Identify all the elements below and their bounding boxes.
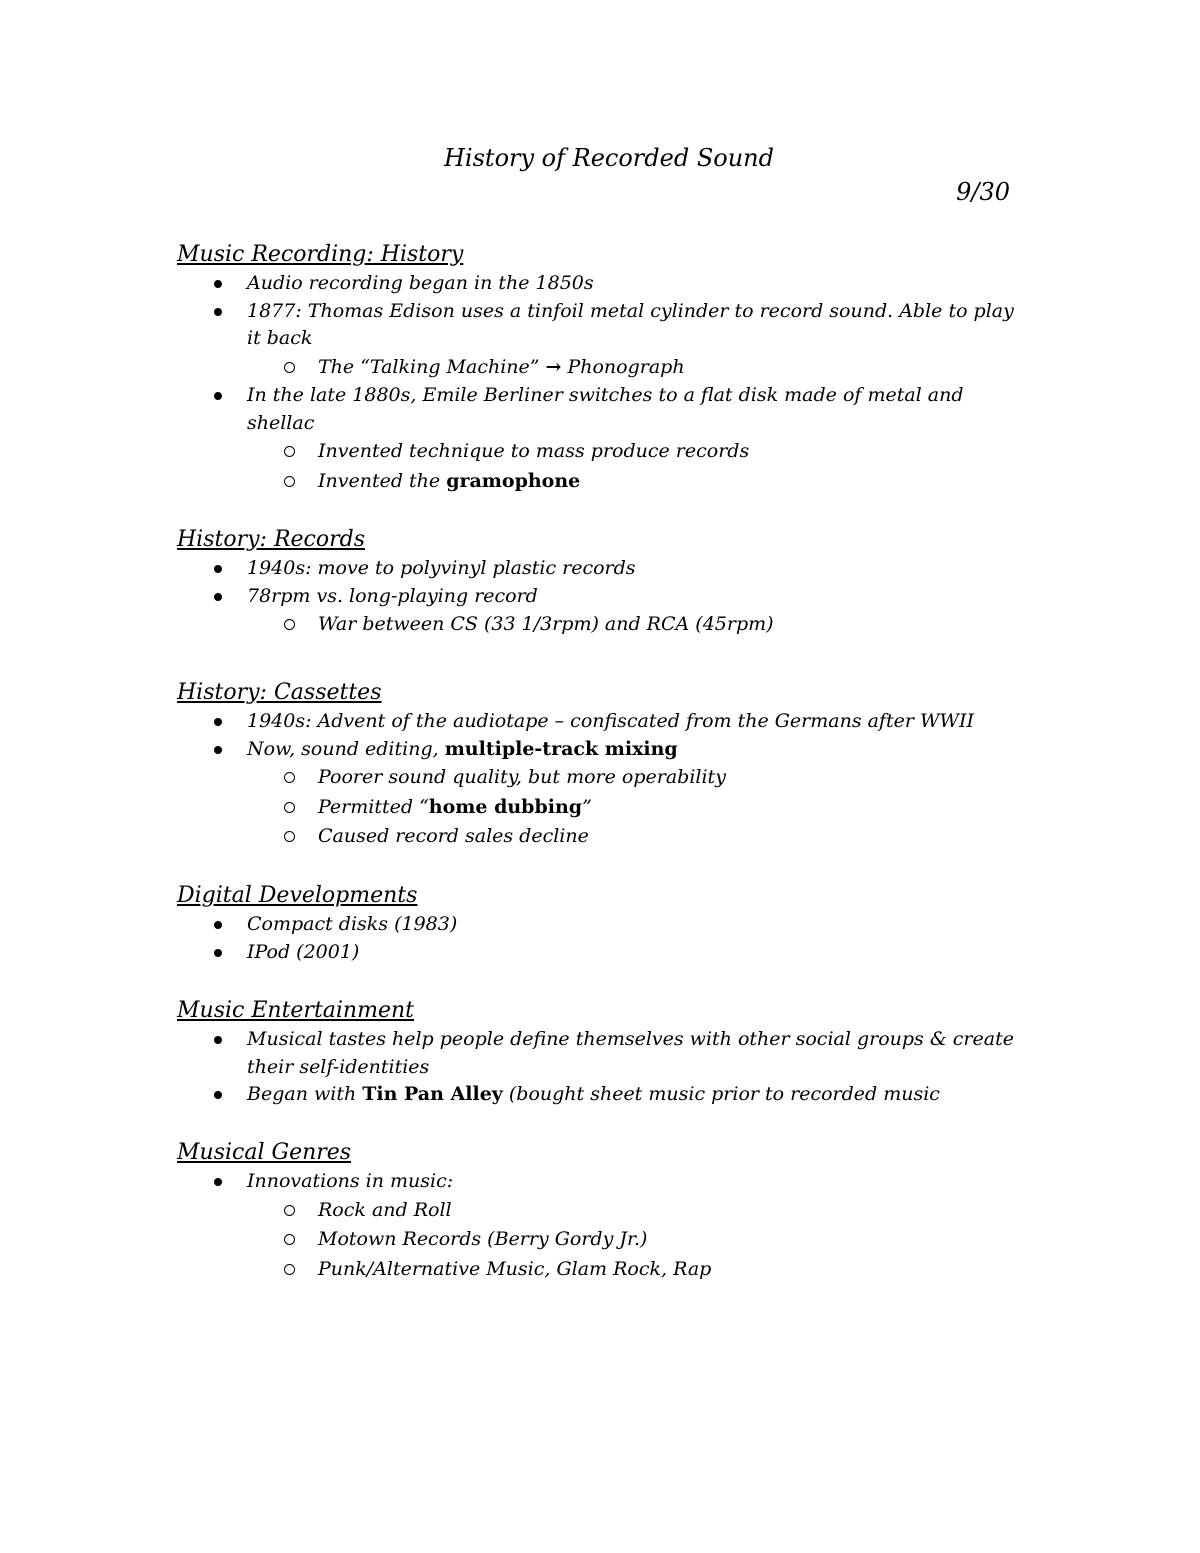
bullet-icon: [214, 1036, 222, 1044]
circle-bullet-icon: [284, 802, 295, 813]
sub-list-item: Poorer sound quality, but more operability: [247, 763, 1027, 793]
section-heading: Music Entertainment: [177, 998, 414, 1023]
section-heading: Musical Genres: [177, 1140, 352, 1165]
section-musical-genres: [177, 1138, 1027, 1284]
circle-bullet-icon: [284, 1234, 295, 1245]
bullet-icon: [214, 593, 222, 601]
list-item: 1940s: move to polyvinyl plastic records: [177, 555, 1027, 583]
bullet-list: [177, 1026, 1027, 1109]
bullet-icon: [214, 949, 222, 957]
list-item: Audio recording began in the 1850s: [177, 270, 1027, 298]
section-music-entertainment: [177, 996, 1027, 1109]
bullet-icon: [214, 921, 222, 929]
bullet-list: [177, 1168, 1027, 1284]
sub-list-item: Invented technique to mass produce records: [247, 437, 1027, 467]
bullet-icon: [214, 280, 222, 288]
sub-list: [247, 437, 1027, 496]
circle-bullet-icon: [284, 831, 295, 842]
circle-bullet-icon: [284, 772, 295, 783]
bullet-list: [177, 708, 1027, 852]
list-item: 1940s: Advent of the audiotape – confiscated from the Germans after WWII: [177, 708, 1027, 736]
list-item: Now, sound editing, multiple-track mixing Poorer sound quality, but more operability Permitted “home dubbing” Caused record sales decline: [177, 736, 1027, 852]
list-item: Musical tastes help people define themselves with other social groups & create their self-identities: [177, 1026, 1027, 1081]
section-heading: Digital Developments: [177, 883, 418, 908]
bullet-icon: [214, 392, 222, 400]
sub-list: [247, 763, 1027, 852]
circle-bullet-icon: [284, 1264, 295, 1275]
circle-bullet-icon: [284, 476, 295, 487]
document-date: 9/30: [956, 178, 1010, 206]
sub-list-item: Permitted “home dubbing”: [247, 793, 1027, 823]
bullet-list: [177, 555, 1027, 640]
bullet-icon: [214, 308, 222, 316]
sub-list-item: Caused record sales decline: [247, 822, 1027, 852]
section-history-records: [177, 525, 1027, 640]
list-item: 1877: Thomas Edison uses a tinfoil metal cylinder to record sound. Able to play it back The “Talking Machine” → Phonograph: [177, 298, 1027, 383]
list-item: Began with Tin Pan Alley (bought sheet music prior to recorded music: [177, 1081, 1027, 1109]
bullet-list: [177, 911, 1027, 966]
circle-bullet-icon: [284, 1205, 295, 1216]
section-heading: Music Recording: History: [177, 242, 464, 267]
list-item: In the late 1880s, Emile Berliner switches to a flat disk made of metal and shellac Invented technique to mass produce records Invented the gramophone: [177, 382, 1027, 496]
bullet-icon: [214, 718, 222, 726]
circle-bullet-icon: [284, 446, 295, 457]
section-digital-developments: [177, 881, 1027, 966]
sub-list: [247, 1196, 1027, 1285]
bullet-icon: [214, 746, 222, 754]
bullet-icon: [214, 565, 222, 573]
sub-list: [247, 610, 1027, 640]
circle-bullet-icon: [284, 362, 295, 373]
bullet-icon: [214, 1178, 222, 1186]
section-history-cassettes: [177, 678, 1027, 852]
sub-list: [247, 353, 1027, 383]
section-heading: History: Records: [177, 527, 365, 552]
arrow-right-icon: →: [545, 355, 562, 378]
list-item: Innovations in music: Rock and Roll Motown Records (Berry Gordy Jr.) Punk/Alternative Music, Glam Rock, Rap: [177, 1168, 1027, 1284]
list-item: IPod (2001): [177, 939, 1027, 967]
list-item: Compact disks (1983): [177, 911, 1027, 939]
circle-bullet-icon: [284, 619, 295, 630]
bullet-icon: [214, 1091, 222, 1099]
list-item: 78rpm vs. long-playing record War between CS (33 1/3rpm) and RCA (45rpm): [177, 583, 1027, 640]
document-title: History of Recorded Sound: [444, 144, 774, 172]
bullet-list: [177, 270, 1027, 496]
sub-list-item: The “Talking Machine” → Phonograph: [247, 353, 1027, 383]
section-heading: History: Cassettes: [177, 680, 382, 705]
sub-list-item: Punk/Alternative Music, Glam Rock, Rap: [247, 1255, 1027, 1285]
sub-list-item: Invented the gramophone: [247, 467, 1027, 497]
sub-list-item: War between CS (33 1/3rpm) and RCA (45rpm): [247, 610, 1027, 640]
sub-list-item: Rock and Roll: [247, 1196, 1027, 1226]
sub-list-item: Motown Records (Berry Gordy Jr.): [247, 1225, 1027, 1255]
section-music-recording-history: [177, 240, 1027, 496]
